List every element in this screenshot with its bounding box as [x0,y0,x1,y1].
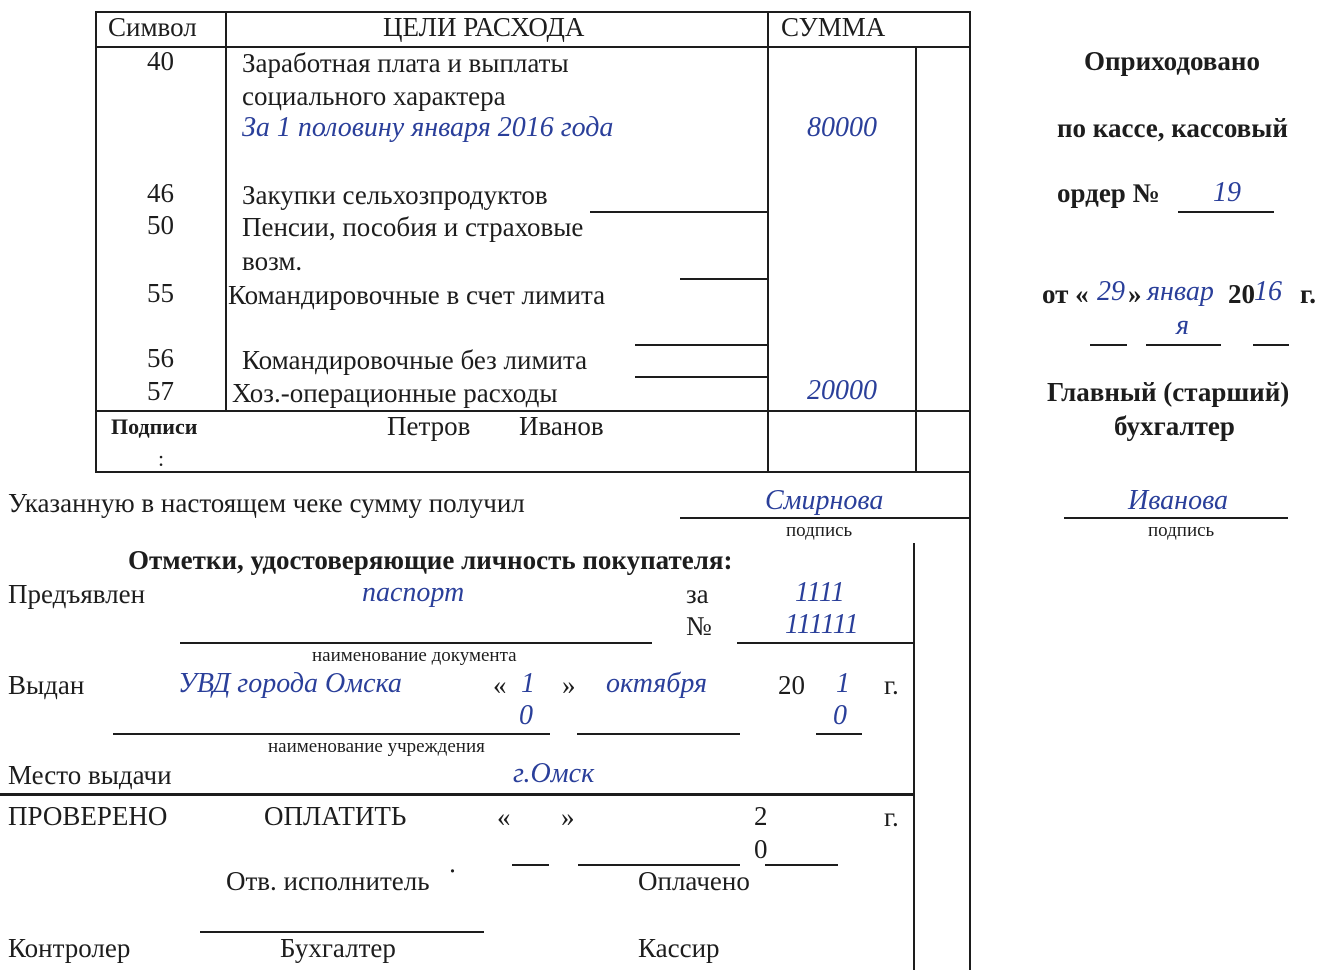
issue-year-digit: 0 [833,700,847,731]
document-line [180,642,652,644]
section-divider [0,793,915,796]
row-amount: 20000 [807,375,877,406]
signatory-petrov: Петров [387,411,471,441]
date-line [1253,344,1289,346]
row-code: 40 [147,46,174,76]
number-label: № [686,611,712,641]
recipient-signature: Смирнова [765,485,884,516]
order-number-line [1178,211,1274,213]
order-label: ордер № [1057,178,1160,208]
number-line [737,642,915,644]
identity-title: Отметки, удостоверяющие личность покупателя: [128,545,733,575]
executor-label: Отв. исполнитель [226,866,430,896]
place-label: Место выдачи [8,760,172,790]
date-line [1146,344,1221,346]
issuer: УВД города Омска [178,668,402,699]
controller-label: Контролер [8,933,131,963]
quote-close: » [561,802,575,832]
document-name: паспорт [362,577,465,608]
issuer-line [113,733,550,735]
fill-line [635,376,768,378]
header-purpose: ЦЕЛИ РАСХОДА [383,12,585,42]
recipient-signature-line [680,517,970,519]
quote-open: « [493,670,507,700]
year-digit: 0 [754,834,768,864]
series-label: за [686,579,709,609]
posted-label: Оприходовано [1084,46,1260,76]
date-month: январ [1147,276,1214,307]
header-symbol: Символ [108,12,197,42]
issue-year-digit: 1 [836,668,850,699]
row-purpose: Командировочные без лимита [242,345,588,375]
issued-label: Выдан [8,670,85,700]
month-line [577,733,740,735]
executor-mark: · [448,856,457,886]
row-purpose: Закупки сельхозпродуктов [242,180,548,210]
number-value: 111111 [785,609,859,640]
issuer-caption: наименование учреждения [268,736,485,757]
year-suffix: г. [884,802,899,832]
row-code: 55 [147,278,174,308]
issue-day-digit: 0 [519,700,533,731]
signatures-colon: : [158,446,165,471]
order-number: 19 [1213,177,1241,208]
row-code: 57 [147,376,174,406]
signatory-ivanov: Иванов [519,411,604,441]
row-purpose: возм. [242,246,303,276]
presented-label: Предъявлен [8,579,146,609]
cashier-label: Кассир [638,933,720,963]
quote-open: « [497,802,511,832]
issue-month: октября [606,668,708,699]
row-purpose: социального характера [242,81,506,111]
date-year-digit: 6 [1268,276,1282,307]
chief-accountant-title: Главный (старший) [1047,377,1290,407]
received-text: Указанную в настоящем чеке сумму получил [8,488,525,518]
year-digit: 2 [754,801,768,831]
series-value: 1111 [795,577,845,608]
row-note: За 1 половину января 2016 года [242,112,614,143]
pay-day-line [512,864,549,866]
signature-caption: подпись [786,520,853,541]
issue-day-digit: 1 [521,668,535,699]
date-line [1090,344,1127,346]
fill-line [590,211,768,213]
date-year-digit: 1 [1254,276,1268,307]
date-month-ending: я [1176,310,1190,341]
pay-label: ОПЛАТИТЬ [264,801,407,831]
date-day: 29 [1097,276,1125,307]
row-purpose: Командировочные в счет лимита [228,280,606,310]
row-purpose: Заработная плата и выплаты [242,48,569,78]
chief-signature: Иванова [1128,485,1229,516]
identity-frame-right [913,543,915,970]
row-purpose: Хоз.-операционные расходы [232,378,558,408]
date-year-prefix: 20 [1228,279,1255,309]
row-amount: 80000 [807,112,877,143]
date-year-suffix: г. [1300,279,1316,309]
row-purpose: Пенсии, пособия и страховые [242,212,584,242]
row-code: 56 [147,343,174,373]
signature-caption: подпись [1148,520,1215,541]
chief-accountant-title: бухгалтер [1114,411,1235,441]
issue-year-prefix: 20 [778,670,805,700]
paid-label: Оплачено [638,866,750,896]
date-close-quote: » [1128,279,1142,309]
fill-line [680,278,768,280]
quote-close: » [562,670,576,700]
year-line [816,733,862,735]
header-sum: СУММА [781,12,886,42]
date-from: от « [1042,279,1089,309]
issue-year-suffix: г. [884,670,899,700]
chief-signature-line [1064,517,1288,519]
row-code: 46 [147,178,174,208]
document-caption: наименование документа [312,645,517,666]
checked-label: ПРОВЕРЕНО [8,801,168,831]
fill-line [635,344,768,346]
accountant-label: Бухгалтер [280,933,396,963]
pay-year-line [765,864,838,866]
place-value: г.Омск [513,758,595,789]
signatures-label: Подписи [111,414,198,439]
row-code: 50 [147,210,174,240]
by-cash-label: по кассе, кассовый [1057,113,1288,143]
